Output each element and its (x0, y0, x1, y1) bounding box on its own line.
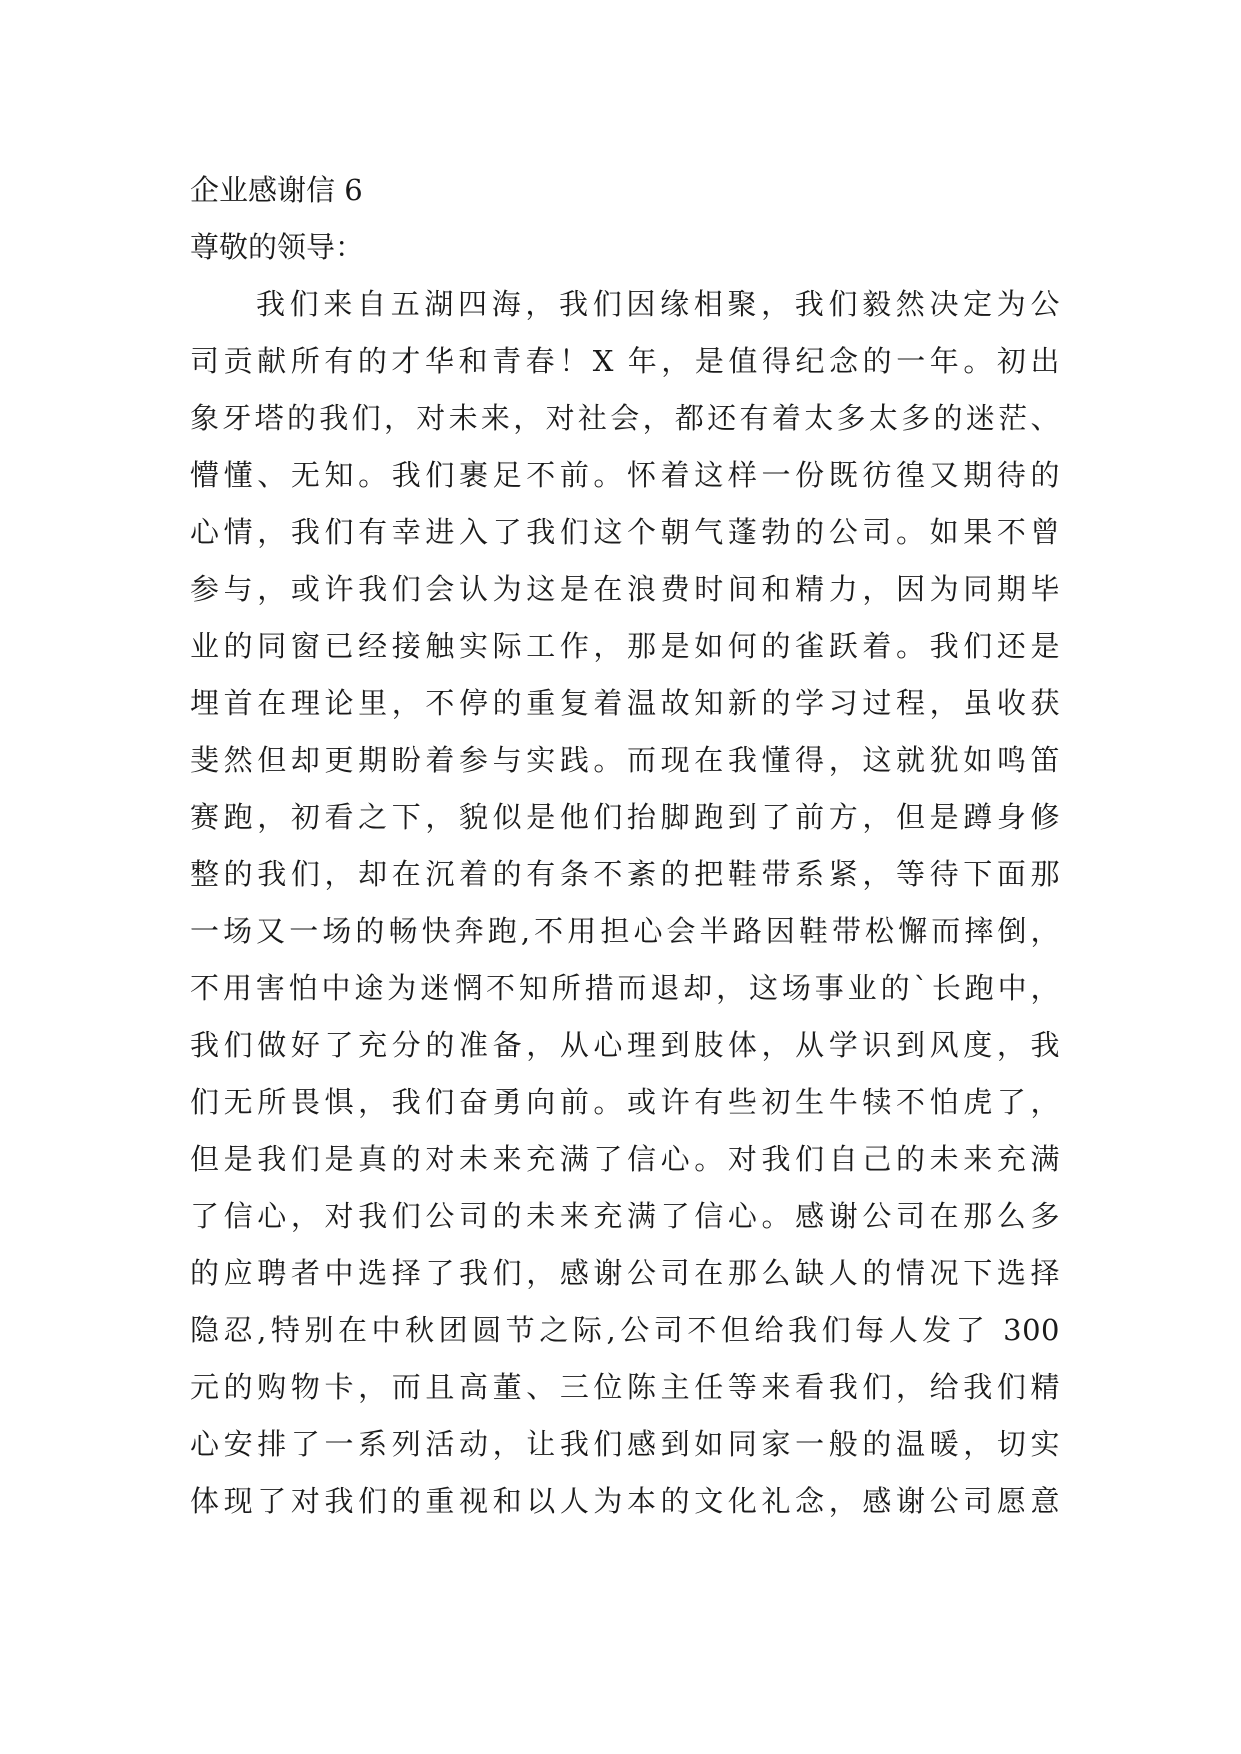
body-line: 业的同窗已经接触实际工作，那是如何的雀跃着。我们还是 (190, 629, 1060, 663)
body-line: 了信心，对我们公司的未来充满了信心。感谢公司在那么多 (190, 1199, 1060, 1233)
body-line: 赛跑，初看之下，貌似是他们抬脚跑到了前方，但是蹲身修 (190, 800, 1060, 834)
body-line: 我们来自五湖四海，我们因缘相聚，我们毅然决定为公 (256, 287, 1060, 321)
body-line: 参与，或许我们会认为这是在浪费时间和精力，因为同期毕 (190, 572, 1060, 606)
body-line: 埋首在理论里，不停的重复着温故知新的学习过程，虽收获 (190, 686, 1060, 720)
letter-title: 企业感谢信 6 (190, 173, 363, 207)
body-line: 懵懂、无知。我们裹足不前。怀着这样一份既彷徨又期待的 (190, 458, 1060, 492)
letter-content (190, 162, 1060, 1530)
body-line: 斐然但却更期盼着参与实践。而现在我懂得，这就犹如鸣笛 (190, 743, 1060, 777)
body-line: 我们做好了充分的准备，从心理到肢体，从学识到风度，我 (190, 1028, 1060, 1062)
letter-salutation: 尊敬的领导： (190, 230, 365, 264)
body-line: 一场又一场的畅快奔跑,不用担心会半路因鞋带松懈而摔倒， (190, 914, 1060, 948)
body-line: 整的我们，却在沉着的有条不紊的把鞋带系紧，等待下面那 (190, 857, 1060, 891)
body-line: 心安排了一系列活动，让我们感到如同家一般的温暖，切实 (190, 1427, 1060, 1461)
letter-body (190, 276, 1060, 1530)
body-line: 但是我们是真的对未来充满了信心。对我们自己的未来充满 (190, 1142, 1060, 1176)
body-line: 不用害怕中途为迷惘不知所措而退却，这场事业的`长跑中， (190, 971, 1060, 1005)
body-line: 元的购物卡，而且高董、三位陈主任等来看我们，给我们精 (190, 1370, 1060, 1404)
body-line: 隐忍,特别在中秋团圆节之际,公司不但给我们每人发了 300 (190, 1313, 1060, 1347)
body-line: 司贡献所有的才华和青春！X 年，是值得纪念的一年。初出 (190, 344, 1060, 378)
body-line: 心情，我们有幸进入了我们这个朝气蓬勃的公司。如果不曾 (190, 515, 1060, 549)
body-line: 们无所畏惧，我们奋勇向前。或许有些初生牛犊不怕虎了， (190, 1085, 1060, 1119)
body-line: 体现了对我们的重视和以人为本的文化礼念，感谢公司愿意 (190, 1484, 1060, 1518)
body-line: 象牙塔的我们，对未来，对社会，都还有着太多太多的迷茫、 (190, 401, 1060, 435)
body-line: 的应聘者中选择了我们，感谢公司在那么缺人的情况下选择 (190, 1256, 1060, 1290)
